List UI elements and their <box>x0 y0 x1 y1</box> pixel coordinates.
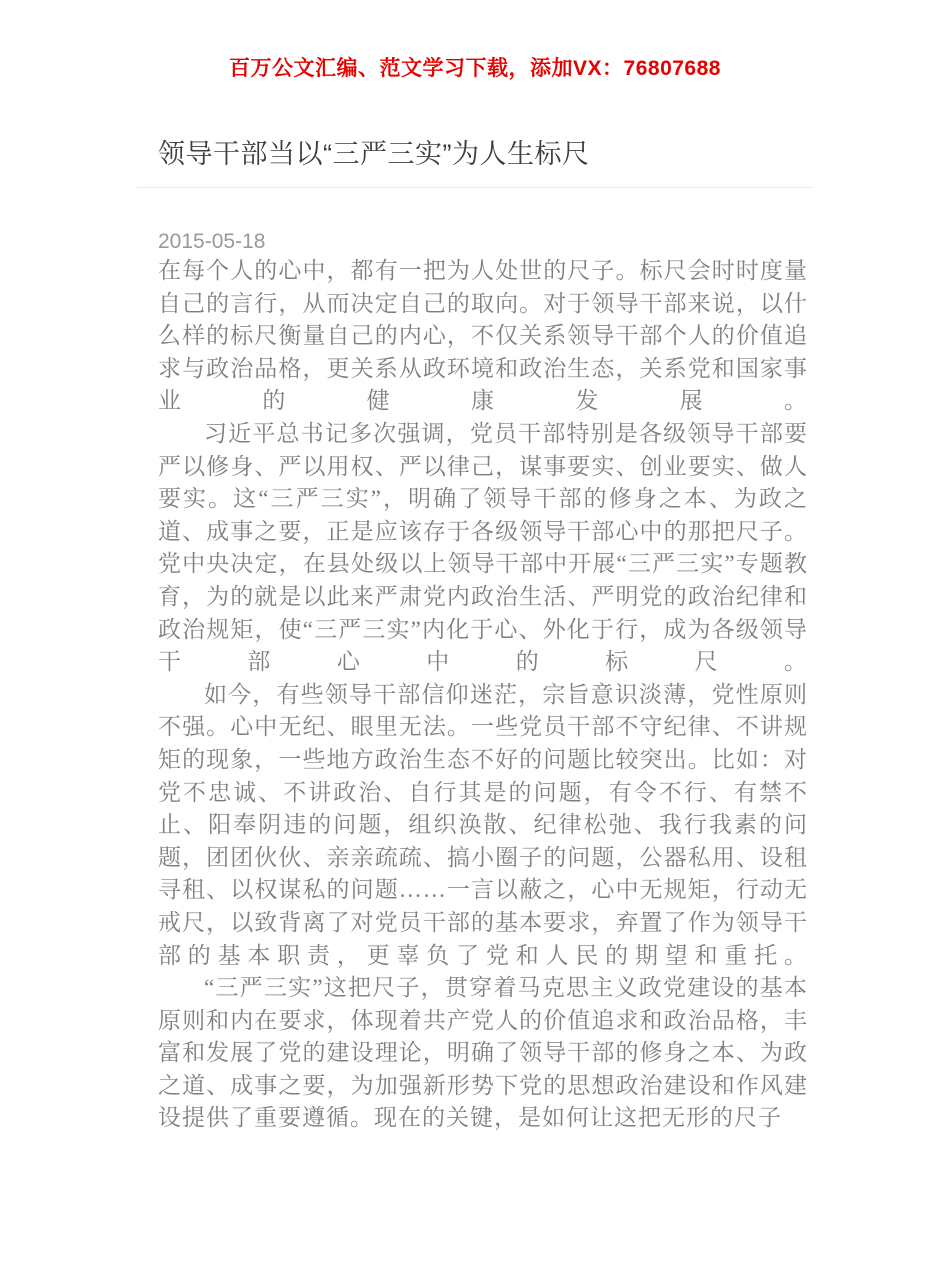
page-title: 领导干部当以“三严三实”为人生标尺 <box>158 139 590 169</box>
article-paragraph: 习近平总书记多次强调，党员干部特别是各级领导干部要严以修身、严以用权、严以律己，谋事要实、创业要实、做人要实。这“三严三实”，明确了领导干部的修身之本、为政之道、成事之要，正是应该存于各级领导干部心中的那把尺子。党中央决定，在县处级以上领导干部中开展“三严三实”专题教育，为的就是以此来严肃党内政治生活、严明党的政治纪律和政治规矩，使“三严三实”内化于心、外化于行，成为各级领导干部心中的标尺。 <box>158 421 808 675</box>
article-paragraph: 在每个人的心中，都有一把为人处世的尺子。标尺会时时度量自己的言行，从而决定自己的取向。对于领导干部来说，以什么样的标尺衡量自己的内心，不仅关系领导干部个人的价值追求与政治品格，更关系从政环境和政治生态，关系党和国家事业的健康发展。 <box>158 258 808 414</box>
promo-banner: 百万公文汇编、范文学习下载，添加VX：76807688 <box>229 57 721 80</box>
document-page <box>0 52 950 1282</box>
article-paragraph: 如今，有些领导干部信仰迷茫，宗旨意识淡薄，党性原则不强。心中无纪、眼里无法。一些党员干部不守纪律、不讲规矩的现象，一些地方政治生态不好的问题比较突出。比如：对党不忠诚、不讲政治、自行其是的问题，有令不行、有禁不止、阳奉阴违的问题，组织涣散、纪律松弛、我行我素的问题，团团伙伙、亲亲疏疏、搞小圈子的问题，公器私用、设租寻租、以权谋私的问题……一言以蔽之，心中无规矩，行动无戒尺，以致背离了对党员干部的基本要求，弃置了作为领导干部的基本职责，更辜负了党和人民的期望和重托。 <box>158 681 808 968</box>
publish-date: 2015-05-18 <box>158 230 266 254</box>
article-paragraph: “三严三实”这把尺子，贯穿着马克思主义政党建设的基本原则和内在要求，体现着共产党人的价值追求和政治品格，丰富和发展了党的建设理论，明确了领导干部的修身之本、为政之道、成事之要，为加强新形势下党的思想政治建设和作风建设提供了重要遵循。现在的关键，是如何让这把无形的尺子 <box>158 975 808 1131</box>
article-body <box>158 255 808 1135</box>
title-divider <box>137 187 813 188</box>
article <box>158 139 808 1135</box>
